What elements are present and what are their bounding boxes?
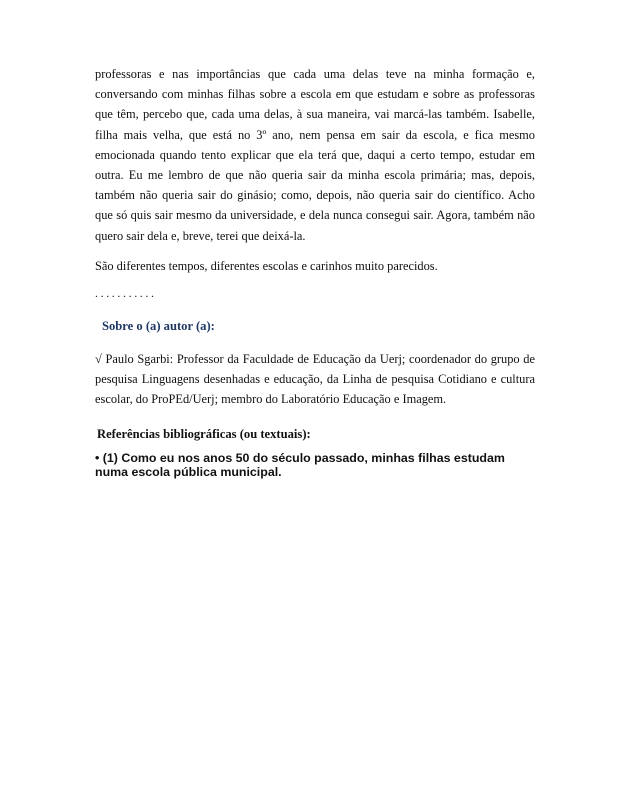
- author-heading: Sobre o (a) autor (a):: [102, 319, 215, 334]
- references-heading: Referências bibliográficas (ou textuais):: [97, 426, 311, 441]
- document-page: [95, 64, 535, 480]
- section-separator: ...........: [95, 286, 157, 301]
- body-paragraph-closing: São diferentes tempos, diferentes escolas e carinhos muito parecidos.: [95, 258, 438, 273]
- author-bio: √ Paulo Sgarbi: Professor da Faculdade de Educação da Uerj; coordenador do grupo de pesquisa Linguagens desenhadas e educação, da Linha de pesquisa Cotidiano e cultura escolar, do ProPEd/Uerj; membro do Laboratório Educação e Imagem.: [95, 352, 535, 407]
- body-paragraph-memories: professoras e nas importâncias que cada uma delas teve na minha formação e, conversando com minhas filhas sobre a escola em que estudam e sobre as professoras que têm, percebo que, cada uma delas, à sua maneira, vai marcá-las também. Isabelle, filha mais velha, que está no 3º ano, nem pensa em sair da escola, e fica mesmo emocionada quando tento explicar que ela terá que, daqui a certo tempo, estudar em outra. Eu me lembro de que não queria sair da minha escola primária; mas, depois, também não queria sair do ginásio; como, depois, não queria sair do científico. Acho que só quis sair mesmo da universidade, e dela nunca consegui sair. Agora, também não quero sair dela e, breve, terei que deixá-la.: [95, 67, 535, 243]
- reference-item: • (1) Como eu nos anos 50 do século passado, minhas filhas estudam numa escola pública municipal.: [95, 450, 505, 480]
